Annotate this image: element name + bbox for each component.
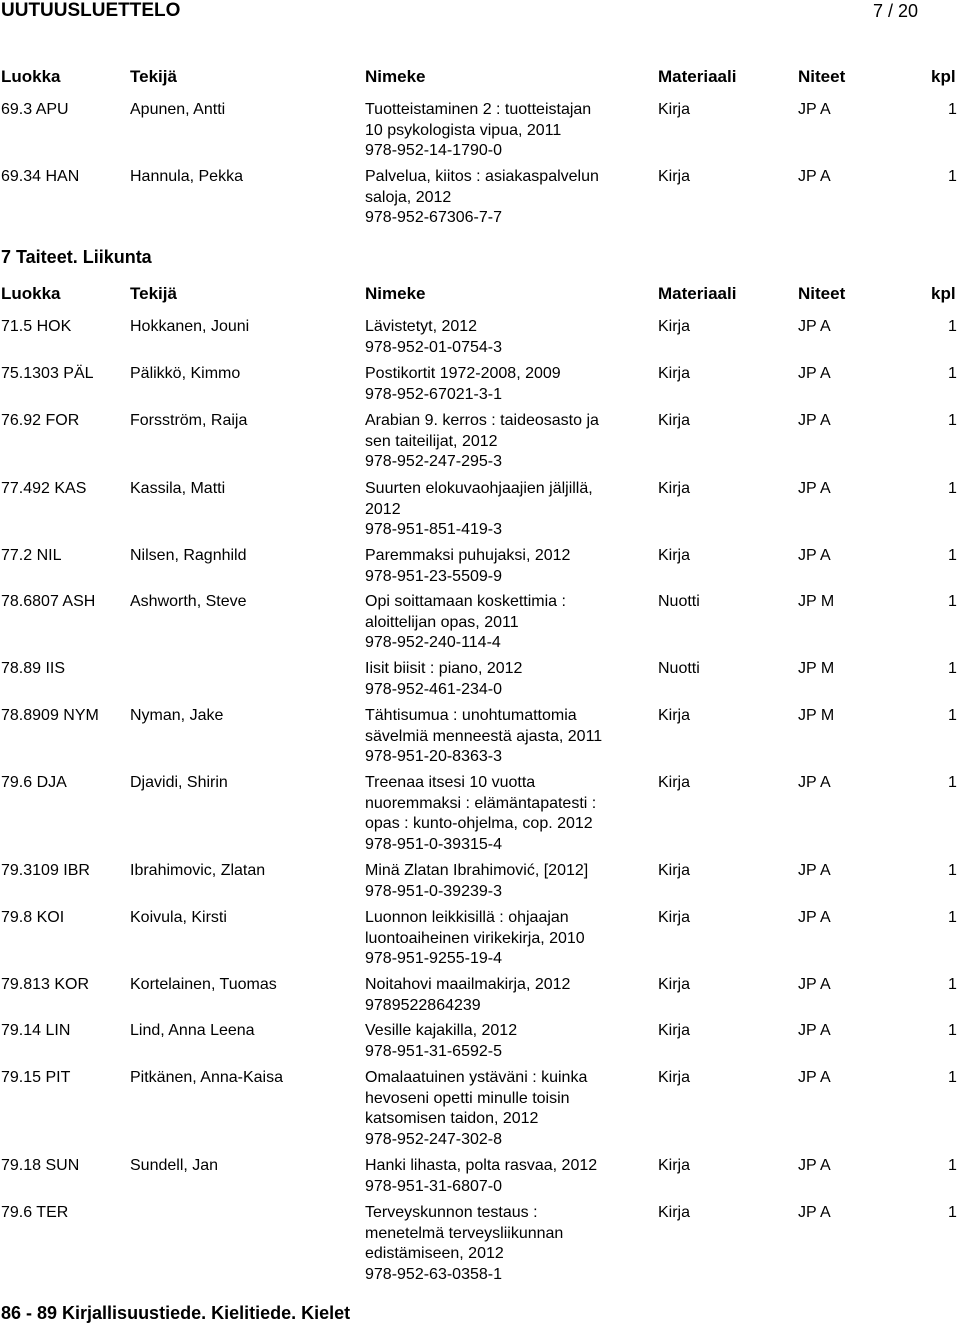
column-header-nimeke: Nimeke: [365, 284, 426, 303]
cell-nimeke: [365, 1156, 597, 1197]
cell-materiaali: Kirja: [658, 101, 691, 118]
cell-nimeke: [365, 1021, 517, 1062]
title-line: Omalaatuinen ystäväni : kuinka: [365, 1069, 588, 1086]
cell-kpl: 1: [948, 593, 957, 610]
column-header-materiaali: Materiaali: [658, 284, 737, 303]
cell-materiaali: Kirja: [658, 909, 691, 926]
title-line: 9789522864239: [365, 996, 481, 1014]
cell-luokka: 77.2 NIL: [1, 547, 62, 564]
cell-luokka: 79.6 TER: [1, 1204, 69, 1221]
cell-materiaali: Kirja: [658, 1022, 691, 1039]
cell-tekija: Djavidi, Shirin: [130, 774, 228, 791]
title-line: Lävistetyt, 2012: [365, 318, 478, 335]
cell-tekija: Nilsen, Ragnhild: [130, 547, 247, 564]
cell-nimeke: [365, 908, 585, 970]
cell-luokka: 78.89 IIS: [1, 660, 66, 677]
title-line: 978-952-01-0754-3: [365, 338, 502, 356]
cell-luokka: 69.3 APU: [1, 101, 69, 118]
title-line: 978-951-31-6807-0: [365, 1177, 502, 1195]
cell-materiaali: Kirja: [658, 707, 691, 724]
cell-nimeke: [365, 364, 561, 405]
title-line: opas : kunto-ohjelma, cop. 2012: [365, 815, 593, 832]
cell-materiaali: Kirja: [658, 1069, 691, 1086]
cell-niteet: JP A: [798, 412, 831, 429]
title-line: saloja, 2012: [365, 188, 452, 206]
cell-luokka: 75.1303 PÄL: [1, 365, 94, 382]
cell-luokka: 79.813 KOR: [1, 976, 90, 993]
cell-nimeke: [365, 773, 596, 855]
cell-kpl: 1: [948, 547, 957, 564]
title-line: sen taiteilijat, 2012: [365, 432, 498, 450]
cell-niteet: JP A: [798, 1157, 831, 1174]
column-header-niteet: Niteet: [798, 284, 846, 303]
cell-materiaali: Kirja: [658, 318, 691, 335]
cell-nimeke: [365, 975, 570, 1016]
cell-tekija: Pälikkö, Kimmo: [130, 365, 241, 382]
cell-materiaali: Kirja: [658, 774, 691, 791]
cell-nimeke: [365, 1203, 563, 1285]
title-line: Minä Zlatan Ibrahimović, [2012]: [365, 862, 589, 879]
title-line: 978-951-0-39239-3: [365, 882, 502, 900]
title-line: 2012: [365, 500, 401, 518]
cell-kpl: 1: [948, 101, 957, 118]
cell-kpl: 1: [948, 1204, 957, 1221]
title-line: Postikortit 1972-2008, 2009: [365, 365, 561, 382]
title-line: 978-952-247-302-8: [365, 1130, 502, 1148]
cell-tekija: Kassila, Matti: [130, 480, 226, 497]
column-header-materiaali: Materiaali: [658, 67, 737, 86]
cell-luokka: 76.92 FOR: [1, 412, 80, 429]
title-line: 978-952-240-114-4: [365, 634, 501, 651]
cell-luokka: 79.14 LIN: [1, 1022, 71, 1039]
title-line: Tuotteistaminen 2 : tuotteistajan: [365, 101, 592, 118]
cell-materiaali: Kirja: [658, 862, 691, 879]
title-line: 978-951-851-419-3: [365, 521, 502, 538]
title-line: 978-951-9255-19-4: [365, 950, 502, 967]
cell-kpl: 1: [948, 1022, 957, 1039]
cell-niteet: JP A: [798, 101, 831, 118]
title-line: sävelmiä menneestä ajasta, 2011: [365, 727, 603, 745]
cell-tekija: Hokkanen, Jouni: [130, 318, 250, 335]
column-header-luokka: Luokka: [1, 284, 61, 303]
cell-materiaali: Kirja: [658, 1204, 691, 1221]
title-line: edistämiseen, 2012: [365, 1245, 504, 1262]
cell-nimeke: [365, 167, 599, 229]
cell-tekija: Apunen, Antti: [130, 101, 226, 118]
cell-luokka: 78.8909 NYM: [1, 707, 99, 724]
cell-tekija: Kortelainen, Tuomas: [130, 976, 277, 993]
cell-kpl: 1: [948, 412, 957, 429]
title-line: 978-952-67021-3-1: [365, 385, 502, 403]
title-line: Hanki lihasta, polta rasvaa, 2012: [365, 1157, 598, 1174]
cell-materiaali: Kirja: [658, 480, 691, 497]
cell-nimeke: [365, 592, 566, 654]
cell-kpl: 1: [948, 480, 957, 497]
cell-tekija: Ibrahimovic, Zlatan: [130, 862, 266, 879]
cell-tekija: Nyman, Jake: [130, 707, 224, 724]
cell-kpl: 1: [948, 862, 957, 879]
cell-materiaali: Kirja: [658, 976, 691, 993]
title-line: Tähtisumua : unohtumattomia: [365, 707, 577, 724]
cell-luokka: 79.18 SUN: [1, 1157, 80, 1174]
title-line: Suurten elokuvaohjaajien jäljillä,: [365, 480, 593, 497]
title-line: Treenaa itsesi 10 vuotta: [365, 774, 536, 791]
cell-niteet: JP A: [798, 774, 831, 791]
cell-tekija: Pitkänen, Anna-Kaisa: [130, 1069, 283, 1086]
title-line: Paremmaksi puhujaksi, 2012: [365, 547, 571, 564]
cell-materiaali: Nuotti: [658, 593, 700, 610]
title-line: hevoseni opetti minulle toisin: [365, 1089, 570, 1107]
title-line: Terveyskunnon testaus :: [365, 1204, 538, 1221]
title-line: 978-951-0-39315-4: [365, 835, 502, 853]
title-line: Opi soittamaan koskettimia :: [365, 593, 566, 610]
cell-niteet: JP A: [798, 1204, 831, 1221]
cell-niteet: JP A: [798, 1022, 831, 1039]
title-line: aloittelijan opas, 2011: [365, 613, 519, 631]
cell-kpl: 1: [948, 365, 957, 382]
title-line: menetelmä terveysliikunnan: [365, 1224, 564, 1242]
cell-luokka: 79.15 PIT: [1, 1069, 71, 1086]
cell-luokka: 79.8 KOI: [1, 909, 65, 926]
title-line: nuoremmaksi : elämäntapatesti :: [365, 794, 597, 812]
cell-kpl: 1: [948, 1157, 957, 1174]
column-header-luokka: Luokka: [1, 67, 61, 86]
title-line: Vesille kajakilla, 2012: [365, 1022, 518, 1039]
title-line: Arabian 9. kerros : taideosasto ja: [365, 412, 599, 429]
title-line: Luonnon leikkisillä : ohjaajan: [365, 909, 569, 926]
cell-materiaali: Kirja: [658, 412, 691, 429]
cell-nimeke: [365, 1068, 587, 1150]
cell-nimeke: [365, 100, 591, 162]
section-heading: 7 Taiteet. Liikunta: [1, 247, 152, 267]
cell-luokka: 69.34 HAN: [1, 168, 80, 185]
title-line: 978-951-23-5509-9: [365, 567, 502, 585]
cell-luokka: 77.492 KAS: [1, 480, 87, 497]
title-line: Palvelua, kiitos : asiakaspalvelun: [365, 168, 599, 185]
title-line: 978-952-63-0358-1: [365, 1265, 502, 1283]
cell-nimeke: [365, 479, 593, 541]
title-line: 10 psykologista vipua, 2011: [365, 121, 562, 139]
cell-materiaali: Kirja: [658, 547, 691, 564]
title-line: 978-951-20-8363-3: [365, 748, 502, 765]
cell-kpl: 1: [948, 909, 957, 926]
cell-kpl: 1: [948, 976, 957, 993]
column-header-kpl: kpl: [931, 67, 956, 86]
cell-kpl: 1: [948, 774, 957, 791]
cell-niteet: JP A: [798, 480, 831, 497]
cell-kpl: 1: [948, 318, 957, 335]
cell-nimeke: [365, 411, 599, 473]
cell-materiaali: Kirja: [658, 168, 691, 185]
cell-niteet: JP A: [798, 976, 831, 993]
cell-niteet: JP A: [798, 547, 831, 564]
cell-nimeke: [365, 317, 502, 358]
title-line: 978-952-247-295-3: [365, 453, 502, 470]
title-line: 978-951-31-6592-5: [365, 1042, 502, 1060]
title-line: katsomisen taidon, 2012: [365, 1110, 539, 1127]
cell-niteet: JP A: [798, 318, 831, 335]
column-header-row: [0, 66, 960, 88]
title-line: Iisit biisit : piano, 2012: [365, 660, 523, 677]
cell-tekija: Lind, Anna Leena: [130, 1022, 255, 1039]
cell-nimeke: [365, 706, 602, 768]
column-header-row: [0, 283, 960, 305]
cell-luokka: 79.6 DJA: [1, 774, 67, 791]
title-line: Noitahovi maailmakirja, 2012: [365, 976, 571, 993]
title-line: 978-952-461-234-0: [365, 680, 502, 698]
cell-niteet: JP A: [798, 365, 831, 382]
cell-niteet: JP A: [798, 909, 831, 926]
cell-tekija: Sundell, Jan: [130, 1157, 219, 1174]
title-line: 978-952-14-1790-0: [365, 142, 502, 159]
cell-luokka: 78.6807 ASH: [1, 593, 96, 610]
cell-luokka: 79.3109 IBR: [1, 862, 90, 879]
cell-kpl: 1: [948, 707, 957, 724]
cell-tekija: Forsström, Raija: [130, 412, 248, 429]
cell-materiaali: Kirja: [658, 1157, 691, 1174]
cell-nimeke: [365, 861, 588, 902]
title-line: luontoaiheinen virikekirja, 2010: [365, 929, 585, 947]
cell-niteet: JP M: [798, 707, 835, 724]
cell-niteet: JP A: [798, 1069, 831, 1086]
cell-kpl: 1: [948, 660, 957, 677]
column-header-kpl: kpl: [931, 284, 956, 303]
column-header-niteet: Niteet: [798, 67, 846, 86]
cell-kpl: 1: [948, 168, 957, 185]
cell-luokka: 71.5 HOK: [1, 318, 72, 335]
cell-niteet: JP A: [798, 168, 831, 185]
cell-nimeke: [365, 659, 522, 700]
cell-materiaali: Kirja: [658, 365, 691, 382]
cell-tekija: Hannula, Pekka: [130, 168, 243, 185]
page-number: 7 / 20: [872, 1, 918, 21]
title-line: 978-952-67306-7-7: [365, 209, 502, 226]
section-heading-kirjallisuustiede: 86 - 89 Kirjallisuustiede. Kielitiede. Kielet: [1, 1303, 351, 1323]
cell-niteet: JP M: [798, 660, 835, 677]
cell-tekija: Ashworth, Steve: [130, 593, 247, 610]
column-header-tekija: Tekijä: [130, 284, 177, 303]
cell-niteet: JP A: [798, 862, 831, 879]
page-title: UUTUUSLUETTELO: [1, 0, 181, 21]
cell-materiaali: Nuotti: [658, 660, 700, 677]
cell-kpl: 1: [948, 1069, 957, 1086]
cell-tekija: Koivula, Kirsti: [130, 909, 227, 926]
column-header-nimeke: Nimeke: [365, 67, 426, 86]
cell-niteet: JP M: [798, 593, 835, 610]
column-header-tekija: Tekijä: [130, 67, 177, 86]
cell-nimeke: [365, 546, 570, 587]
